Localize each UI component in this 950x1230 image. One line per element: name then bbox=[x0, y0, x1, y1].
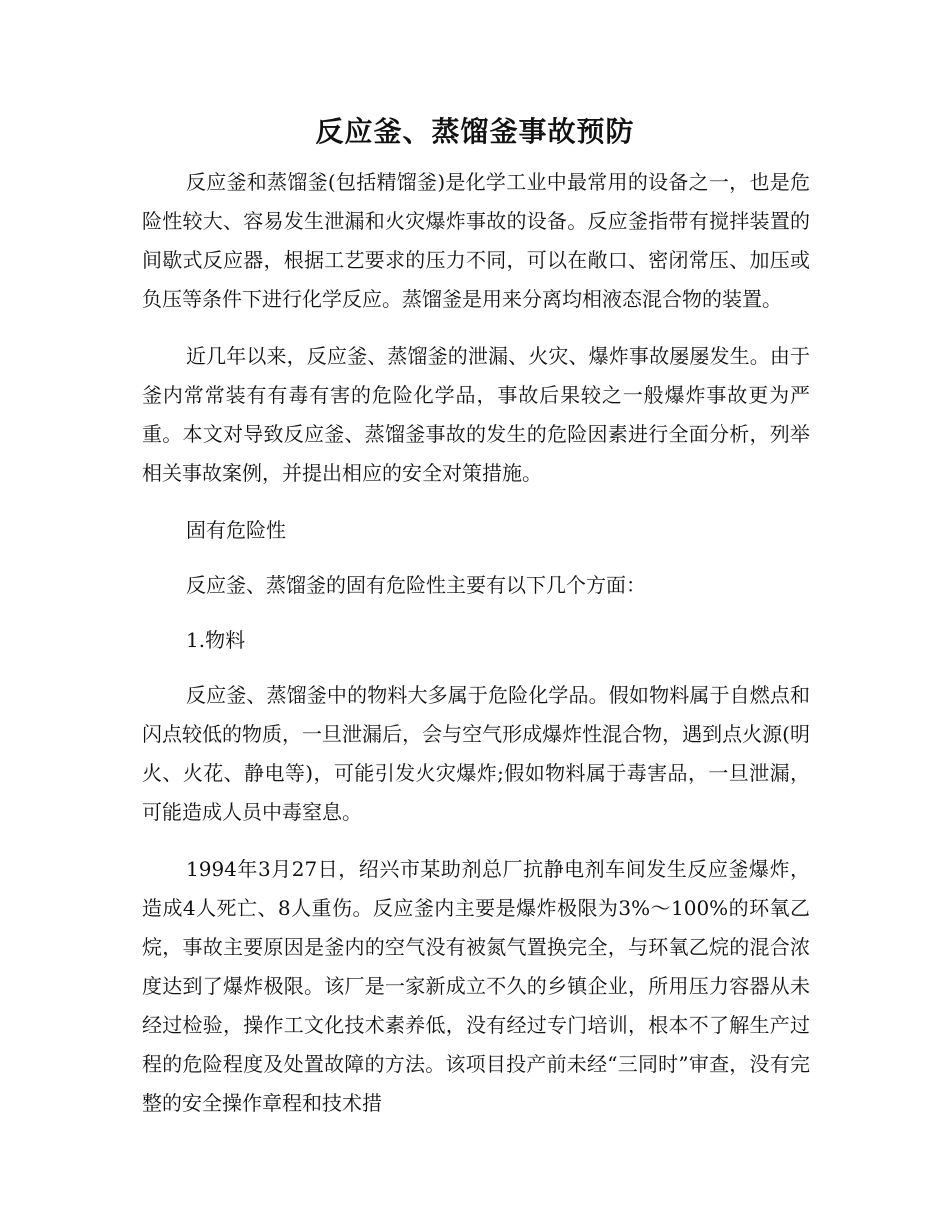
paragraph-risk-overview: 反应釜、蒸馏釜的固有危险性主要有以下几个方面： bbox=[186, 573, 646, 597]
paragraph-materials: 反应釜、蒸馏釜中的物料大多属于危险化学品。假如物料属于自燃点和闪点较低的物质，一旦泄漏后，会与空气形成爆炸性混合物，遇到点火源(明火、火花、静电等)，可能引发火灾爆炸;假如物料属于毒害品，一旦泄漏，可能造成人员中毒窒息。 bbox=[142, 683, 810, 824]
document-title: 反应釜、蒸馏釜事故预防 bbox=[315, 115, 635, 148]
paragraph-accident-case: 1994年3月27日，绍兴市某助剂总厂抗静电剂车间发生反应釜爆炸，造成4人死亡、8人重伤。反应釜内主要是爆炸极限为3%～100%的环氧乙烷，事故主要原因是釜内的空气没有被氮气置换完全，与环氧乙烷的混合浓度达到了爆炸极限。该厂是一家新成立不久的乡镇企业，所用压力容器从未经过检验，操作工文化技术素养低，没有经过专门培训，根本不了解生产过程的危险程度及处置故障的方法。该项目投产前未经“三同时”审查，没有完整的安全操作章程和技术措 bbox=[142, 857, 810, 1115]
subheading-materials: 1.物料 bbox=[186, 628, 246, 652]
paragraph-background: 近几年以来，反应釜、蒸馏釜的泄漏、火灾、爆炸事故屡屡发生。由于釜内常常装有有毒有害的危险化学品，事故后果较之一般爆炸事故更为严重。本文对导致反应釜、蒸馏釜事故的发生的危险因素进行全面分析，列举相关事故案例，并提出相应的安全对策措施。 bbox=[142, 344, 810, 485]
document-body bbox=[142, 163, 810, 1141]
section-heading-inherent-risk: 固有危险性 bbox=[186, 518, 286, 542]
paragraph-intro: 反应釜和蒸馏釜(包括精馏釜)是化学工业中最常用的设备之一，也是危险性较大、容易发生泄漏和火灾爆炸事故的设备。反应釜指带有搅拌装置的间歇式反应器，根据工艺要求的压力不同，可以在敞口、密闭常压、加压或负压等条件下进行化学反应。蒸馏釜是用来分离均相液态混合物的装置。 bbox=[142, 170, 810, 311]
